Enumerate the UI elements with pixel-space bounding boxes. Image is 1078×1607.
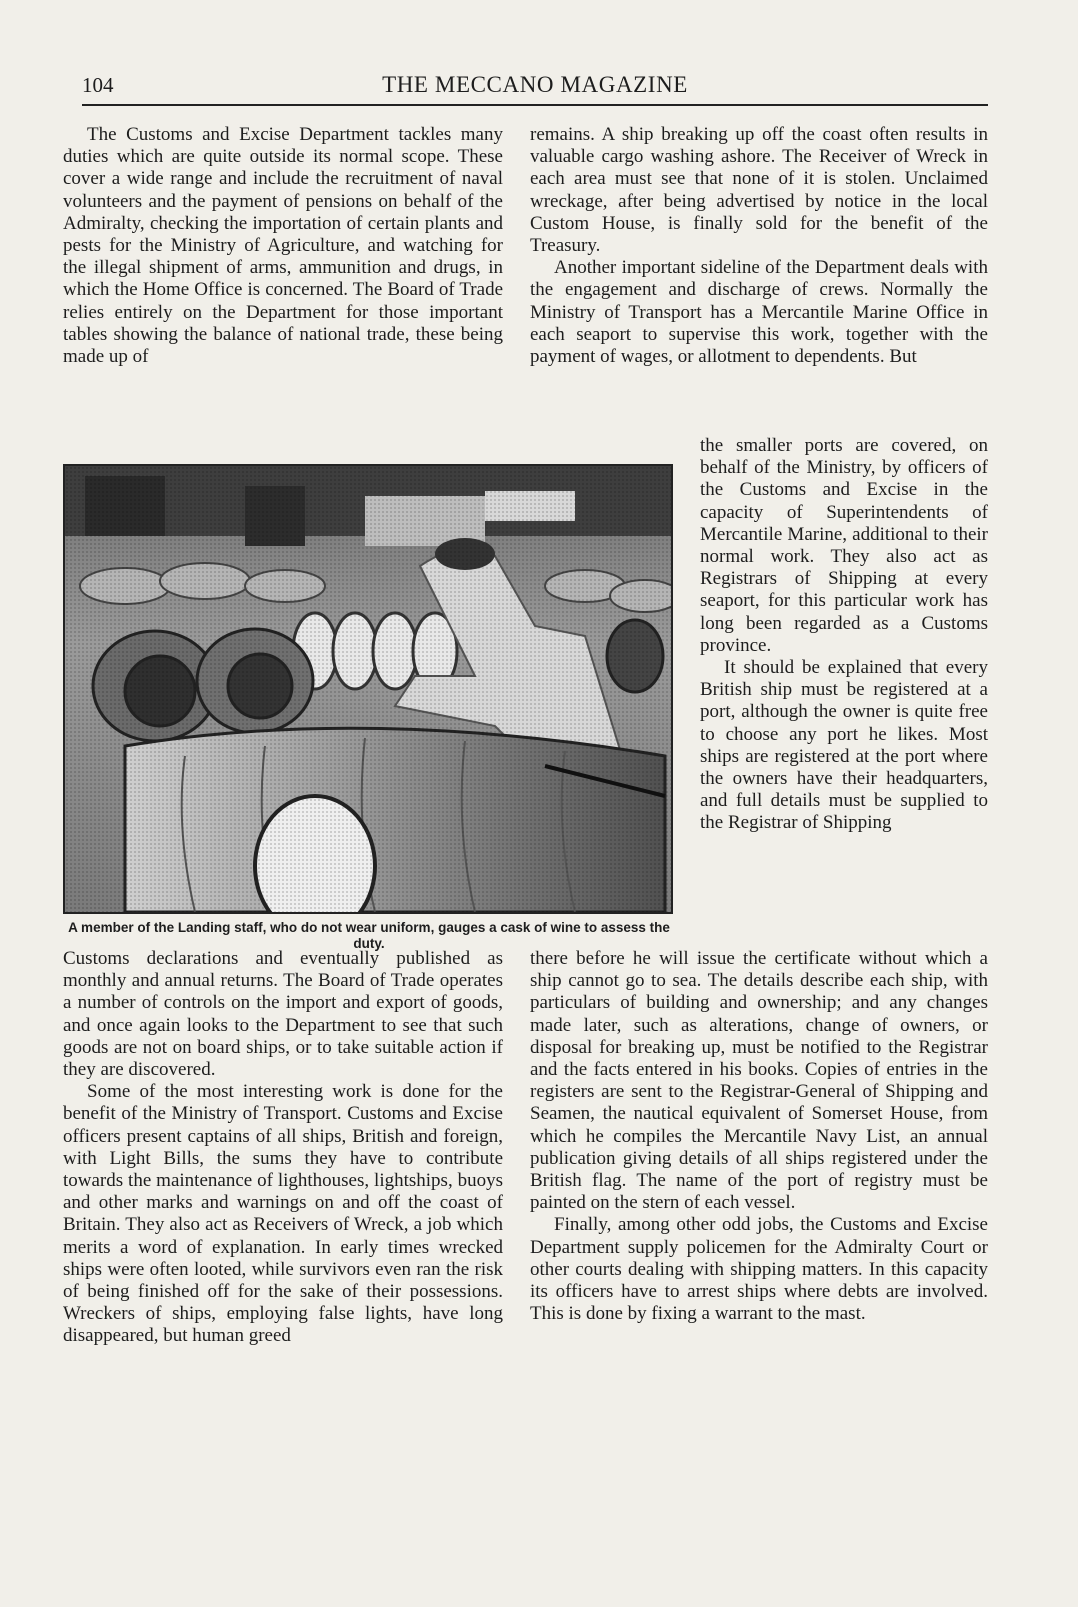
magazine-title: THE MECCANO MAGAZINE: [382, 72, 688, 97]
paragraph: remains. A ship breaking up off the coast often results in valuable cargo washing ashore. The Receiver of Wreck in each area must see that none of it is stolen. Unclaimed wreckage, after being advertised by notice in the local Custom House, is finally sold for the benefit of the Treasury.: [530, 124, 988, 257]
paragraph: Some of the most interesting work is done for the benefit of the Ministry of Transport. Customs and Excise officers present captains of all ships, British and foreign, with Light Bills, the sums they have to contribute towards the maintenance of lighthouses, lightships, buoys and other marks and warnings on and off the coast of Britain. They also act as Receivers of Wreck, a job which merits a word of explanation. In early times wrecked ships were often looted, while survivors even ran the risk of being finished off for the sake of their possessions. Wreckers of ships, employing false lights, have long disappeared, but human greed: [63, 1081, 503, 1347]
column-left-bottom: [63, 948, 503, 1348]
page-number: 104: [82, 73, 114, 97]
page-header: [82, 70, 988, 106]
photo-caption: A member of the Landing staff, who do not wear uniform, gauges a cask of wine to assess the duty.: [68, 920, 670, 951]
column-right-narrow: [700, 435, 988, 835]
paragraph: there before he will issue the certificate without which a ship cannot go to sea. The details describe each ship, with particulars of building and ownership; and any changes made later, such as alterations, change of owners, or disposal for breaking up, must be notified to the Registrar and the facts entered in his books. Copies of entries in the registers are sent to the Registrar-General of Shipping and Seamen, the nautical equivalent of Somerset House, from which he compiles the Mercantile Navy List, an annual publication giving details of all ships registered under the British flag. The name of the port of registry must be painted on the stern of each vessel.: [530, 948, 988, 1214]
paragraph: the smaller ports are covered, on behalf of the Ministry, by officers of the Customs and Excise in the capacity of Superintendents of Mercantile Marine, additional to their normal work. They also act as Registrars of Shipping at every seaport, for this particular work has long been regarded as a Customs province.: [700, 435, 988, 656]
paragraph: Finally, among other odd jobs, the Customs and Excise Department supply policemen for the Admiralty Court or other courts dealing with shipping matters. In this capacity its officers have to arrest ships where debts are involved. This is done by fixing a warrant to the mast.: [530, 1214, 988, 1325]
photo-illustration: [65, 466, 671, 912]
column-right-bottom: [530, 948, 988, 1325]
paragraph: Another important sideline of the Department deals with the engagement and discharge of crews. Normally the Ministry of Transport has a Mercantile Marine Office in each seaport to supervise this work, together with the payment of wages, or allotment to dependents. But: [530, 257, 988, 368]
column-right-top: [530, 124, 988, 368]
paragraph: Customs declarations and eventually published as monthly and annual returns. The Board of Trade operates a number of controls on the import and export of goods, and once again looks to the Department to see that such goods are not on board ships, or to take suitable action if they are discovered.: [63, 948, 503, 1081]
column-left-top: [63, 124, 503, 368]
photo-barrels: [63, 464, 673, 914]
paragraph: It should be explained that every British ship must be registered at a port, although the owner is quite free to choose any port he likes. Most ships are registered at the port where the owners have their headquarters, and full details must be supplied to the Registrar of Shipping: [700, 657, 988, 834]
paragraph: The Customs and Excise Department tackles many duties which are quite outside its normal scope. These cover a wide range and include the recruitment of naval volunteers and the payment of pensions on behalf of the Admiralty, checking the importation of certain plants and pests for the Ministry of Agriculture, and watching for the illegal shipment of arms, ammunition and drugs, in which the Home Office is concerned. The Board of Trade relies entirely on the Department for those important tables showing the balance of national trade, these being made up of: [63, 124, 503, 368]
